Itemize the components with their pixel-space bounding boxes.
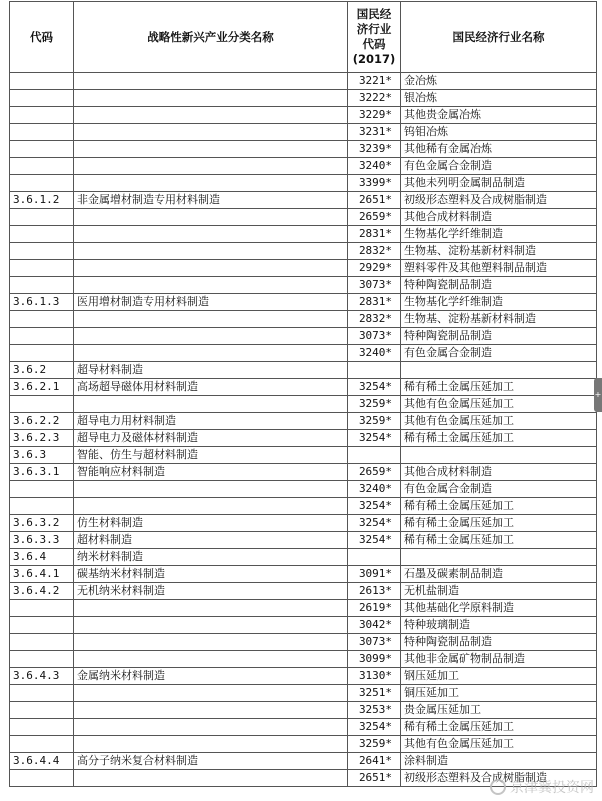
header-industry-code — [348, 2, 401, 73]
industry-name-cell — [401, 549, 597, 566]
category-name-cell — [74, 396, 348, 413]
code-cell: 3.6.2.1 — [10, 379, 74, 396]
category-name-cell — [74, 73, 348, 90]
category-name-cell: 超材料制造 — [74, 532, 348, 549]
table-row — [10, 719, 597, 736]
code-cell — [10, 158, 74, 175]
table-row — [10, 668, 597, 685]
industry-code-cell: 3239* — [348, 141, 401, 158]
category-name-cell — [74, 90, 348, 107]
industry-code-cell: 2831* — [348, 226, 401, 243]
category-name-cell — [74, 107, 348, 124]
code-cell — [10, 277, 74, 294]
category-name-cell — [74, 719, 348, 736]
category-name-cell: 超导电力用材料制造 — [74, 413, 348, 430]
industry-name-cell: 其他有色金属压延加工 — [401, 736, 597, 753]
industry-name-cell: 金冶炼 — [401, 73, 597, 90]
industry-code-cell: 3073* — [348, 328, 401, 345]
table-row — [10, 328, 597, 345]
code-cell — [10, 175, 74, 192]
category-name-cell: 碳基纳米材料制造 — [74, 566, 348, 583]
table-row — [10, 651, 597, 668]
table-row — [10, 583, 597, 600]
industry-name-cell: 石墨及碳素制品制造 — [401, 566, 597, 583]
industry-name-cell: 稀有稀土金属压延加工 — [401, 379, 597, 396]
code-cell: 3.6.2 — [10, 362, 74, 379]
industry-name-cell: 生物基化学纤维制造 — [401, 226, 597, 243]
industry-code-cell: 3042* — [348, 617, 401, 634]
table-row — [10, 736, 597, 753]
table-row — [10, 192, 597, 209]
header-row — [10, 2, 597, 73]
header-industry-name: 国民经济行业名称 — [401, 2, 597, 73]
industry-name-cell: 稀有稀土金属压延加工 — [401, 532, 597, 549]
industry-code-cell: 3259* — [348, 736, 401, 753]
category-name-cell: 智能、仿生与超材料制造 — [74, 447, 348, 464]
table-body — [10, 73, 597, 787]
industry-code-cell: 3091* — [348, 566, 401, 583]
code-cell: 3.6.2.3 — [10, 430, 74, 447]
industry-name-cell: 其他基础化学原料制造 — [401, 600, 597, 617]
industry-code-cell: 2929* — [348, 260, 401, 277]
industry-code-cell: 3130* — [348, 668, 401, 685]
industry-code-cell: 3222* — [348, 90, 401, 107]
code-cell — [10, 73, 74, 90]
industry-code-cell: 2659* — [348, 464, 401, 481]
industry-code-cell: 3240* — [348, 158, 401, 175]
code-cell: 3.6.4 — [10, 549, 74, 566]
watermark-text: 京津冀投资网 — [510, 780, 594, 796]
industry-code-cell: 3251* — [348, 685, 401, 702]
industry-name-cell: 特种陶瓷制品制造 — [401, 634, 597, 651]
category-name-cell: 高分子纳米复合材料制造 — [74, 753, 348, 770]
header-industry-code-line: 济行业 — [356, 22, 392, 36]
category-name-cell — [74, 685, 348, 702]
table-row — [10, 396, 597, 413]
industry-name-cell: 铜压延加工 — [401, 685, 597, 702]
industry-code-cell: 3254* — [348, 515, 401, 532]
code-cell — [10, 651, 74, 668]
code-cell — [10, 243, 74, 260]
table-row — [10, 226, 597, 243]
table-row — [10, 158, 597, 175]
industry-name-cell: 初级形态塑料及合成树脂制造 — [401, 770, 597, 787]
table-row — [10, 430, 597, 447]
code-cell — [10, 124, 74, 141]
industry-code-cell: 2651* — [348, 192, 401, 209]
industry-name-cell: 生物基、淀粉基新材料制造 — [401, 243, 597, 260]
code-cell — [10, 634, 74, 651]
category-name-cell: 高场超导磁体用材料制造 — [74, 379, 348, 396]
category-name-cell — [74, 260, 348, 277]
table-row — [10, 481, 597, 498]
code-cell — [10, 396, 74, 413]
table-row — [10, 702, 597, 719]
table-row — [10, 141, 597, 158]
table-row — [10, 362, 597, 379]
industry-name-cell: 其他非金属矿物制品制造 — [401, 651, 597, 668]
industry-name-cell: 钨钼冶炼 — [401, 124, 597, 141]
industry-code-cell — [348, 362, 401, 379]
code-cell: 3.6.2.2 — [10, 413, 74, 430]
industry-code-cell: 2641* — [348, 753, 401, 770]
industry-code-cell: 3240* — [348, 481, 401, 498]
industry-name-cell — [401, 362, 597, 379]
watermark — [490, 777, 594, 797]
table-row — [10, 566, 597, 583]
industry-name-cell: 稀有稀土金属压延加工 — [401, 430, 597, 447]
industry-name-cell: 其他有色金属压延加工 — [401, 413, 597, 430]
table-row — [10, 175, 597, 192]
code-cell — [10, 702, 74, 719]
industry-code-cell: 3259* — [348, 396, 401, 413]
industry-code-cell: 2832* — [348, 311, 401, 328]
industry-name-cell: 塑料零件及其他塑料制品制造 — [401, 260, 597, 277]
table-row — [10, 124, 597, 141]
code-cell: 3.6.4.1 — [10, 566, 74, 583]
table-row — [10, 243, 597, 260]
code-cell — [10, 685, 74, 702]
industry-code-cell: 3253* — [348, 702, 401, 719]
code-cell — [10, 617, 74, 634]
code-cell — [10, 498, 74, 515]
category-name-cell: 金属纳米材料制造 — [74, 668, 348, 685]
table-row — [10, 90, 597, 107]
table-row — [10, 379, 597, 396]
code-cell: 3.6.3.3 — [10, 532, 74, 549]
industry-code-cell: 3399* — [348, 175, 401, 192]
code-cell — [10, 107, 74, 124]
industry-name-cell: 特种玻璃制造 — [401, 617, 597, 634]
industry-code-cell: 3073* — [348, 634, 401, 651]
code-cell — [10, 90, 74, 107]
industry-code-cell: 3221* — [348, 73, 401, 90]
category-name-cell: 无机纳米材料制造 — [74, 583, 348, 600]
category-name-cell — [74, 277, 348, 294]
industry-code-cell: 2613* — [348, 583, 401, 600]
category-name-cell — [74, 141, 348, 158]
category-name-cell — [74, 345, 348, 362]
industry-name-cell: 特种陶瓷制品制造 — [401, 277, 597, 294]
industry-code-cell — [348, 549, 401, 566]
category-name-cell: 智能响应材料制造 — [74, 464, 348, 481]
category-name-cell — [74, 158, 348, 175]
table-row — [10, 277, 597, 294]
table-row — [10, 311, 597, 328]
industry-name-cell: 有色金属合金制造 — [401, 158, 597, 175]
industry-code-cell: 3073* — [348, 277, 401, 294]
industry-code-cell: 3099* — [348, 651, 401, 668]
industry-name-cell: 其他未列明金属制品制造 — [401, 175, 597, 192]
industry-name-cell: 其他稀有金属冶炼 — [401, 141, 597, 158]
code-cell — [10, 481, 74, 498]
industry-name-cell: 生物基化学纤维制造 — [401, 294, 597, 311]
code-cell: 3.6.3 — [10, 447, 74, 464]
industry-name-cell: 其他合成材料制造 — [401, 464, 597, 481]
industry-code-cell: 3254* — [348, 532, 401, 549]
code-cell: 3.6.4.3 — [10, 668, 74, 685]
category-name-cell — [74, 498, 348, 515]
category-name-cell — [74, 617, 348, 634]
category-name-cell: 纳米材料制造 — [74, 549, 348, 566]
table-row — [10, 209, 597, 226]
code-cell — [10, 260, 74, 277]
table-row — [10, 600, 597, 617]
table-row — [10, 549, 597, 566]
code-cell: 3.6.1.2 — [10, 192, 74, 209]
code-cell — [10, 600, 74, 617]
category-name-cell — [74, 702, 348, 719]
code-cell — [10, 328, 74, 345]
category-name-cell — [74, 226, 348, 243]
category-name-cell: 医用增材制造专用材料制造 — [74, 294, 348, 311]
code-cell — [10, 345, 74, 362]
category-name-cell — [74, 243, 348, 260]
industry-name-cell: 生物基、淀粉基新材料制造 — [401, 311, 597, 328]
wechat-logo-icon — [490, 779, 506, 795]
table-row — [10, 634, 597, 651]
industry-name-cell: 稀有稀土金属压延加工 — [401, 498, 597, 515]
industry-code-cell: 3259* — [348, 413, 401, 430]
code-cell — [10, 226, 74, 243]
header-code: 代码 — [10, 2, 74, 73]
industry-name-cell: 其他合成材料制造 — [401, 209, 597, 226]
table-row — [10, 73, 597, 90]
industry-name-cell: 贵金属压延加工 — [401, 702, 597, 719]
category-name-cell: 仿生材料制造 — [74, 515, 348, 532]
table-row — [10, 294, 597, 311]
table-row — [10, 515, 597, 532]
industry-name-cell: 初级形态塑料及合成树脂制造 — [401, 192, 597, 209]
table-row — [10, 685, 597, 702]
table-row — [10, 345, 597, 362]
industry-code-cell: 2832* — [348, 243, 401, 260]
table-row — [10, 413, 597, 430]
industry-name-cell: 特种陶瓷制品制造 — [401, 328, 597, 345]
industry-name-cell: 钢压延加工 — [401, 668, 597, 685]
industry-code-cell: 3254* — [348, 379, 401, 396]
code-cell: 3.6.3.1 — [10, 464, 74, 481]
industry-code-cell: 2619* — [348, 600, 401, 617]
table-row — [10, 464, 597, 481]
industry-name-cell: 其他贵金属冶炼 — [401, 107, 597, 124]
category-name-cell — [74, 651, 348, 668]
industry-code-cell: 3254* — [348, 430, 401, 447]
code-cell — [10, 141, 74, 158]
code-cell — [10, 209, 74, 226]
code-cell — [10, 719, 74, 736]
code-cell — [10, 770, 74, 787]
category-name-cell — [74, 311, 348, 328]
category-name-cell: 超导材料制造 — [74, 362, 348, 379]
table-row — [10, 498, 597, 515]
category-name-cell — [74, 124, 348, 141]
header-industry-code-line: 国民经 — [356, 7, 392, 21]
industry-code-cell: 3240* — [348, 345, 401, 362]
category-name-cell — [74, 770, 348, 787]
industry-name-cell: 稀有稀土金属压延加工 — [401, 719, 597, 736]
industry-name-cell: 银冶炼 — [401, 90, 597, 107]
table-row — [10, 532, 597, 549]
industry-code-cell: 2831* — [348, 294, 401, 311]
category-name-cell: 非金属增材制造专用材料制造 — [74, 192, 348, 209]
industry-code-cell: 3254* — [348, 498, 401, 515]
industry-name-cell: 其他有色金属压延加工 — [401, 396, 597, 413]
industry-name-cell: 涂料制造 — [401, 753, 597, 770]
category-name-cell — [74, 634, 348, 651]
category-name-cell — [74, 736, 348, 753]
header-industry-code-line: (2017) — [352, 52, 396, 66]
category-name-cell — [74, 481, 348, 498]
table-row — [10, 260, 597, 277]
industry-name-cell — [401, 447, 597, 464]
table-row — [10, 107, 597, 124]
code-cell: 3.6.4.4 — [10, 753, 74, 770]
industry-name-cell: 有色金属合金制造 — [401, 481, 597, 498]
header-category-name: 战略性新兴产业分类名称 — [74, 2, 348, 73]
table-row — [10, 753, 597, 770]
plus-icon: + — [594, 390, 602, 399]
header-industry-code-line: 代码 — [362, 37, 386, 51]
category-name-cell — [74, 600, 348, 617]
industry-code-cell: 3231* — [348, 124, 401, 141]
category-name-cell — [74, 175, 348, 192]
industry-code-cell: 3229* — [348, 107, 401, 124]
code-cell — [10, 311, 74, 328]
industry-code-cell: 2659* — [348, 209, 401, 226]
code-cell: 3.6.3.2 — [10, 515, 74, 532]
code-cell: 3.6.1.3 — [10, 294, 74, 311]
table-row — [10, 447, 597, 464]
code-cell: 3.6.4.2 — [10, 583, 74, 600]
industry-name-cell: 稀有稀土金属压延加工 — [401, 515, 597, 532]
industry-code-cell: 3254* — [348, 719, 401, 736]
industry-code-cell: 2651* — [348, 770, 401, 787]
industry-name-cell: 有色金属合金制造 — [401, 345, 597, 362]
category-name-cell: 超导电力及磁体材料制造 — [74, 430, 348, 447]
industry-code-cell — [348, 447, 401, 464]
category-name-cell — [74, 328, 348, 345]
side-expand-tab[interactable] — [594, 378, 602, 412]
category-name-cell — [74, 209, 348, 226]
industry-name-cell: 无机盐制造 — [401, 583, 597, 600]
classification-table — [9, 1, 597, 787]
code-cell — [10, 736, 74, 753]
table-row — [10, 617, 597, 634]
